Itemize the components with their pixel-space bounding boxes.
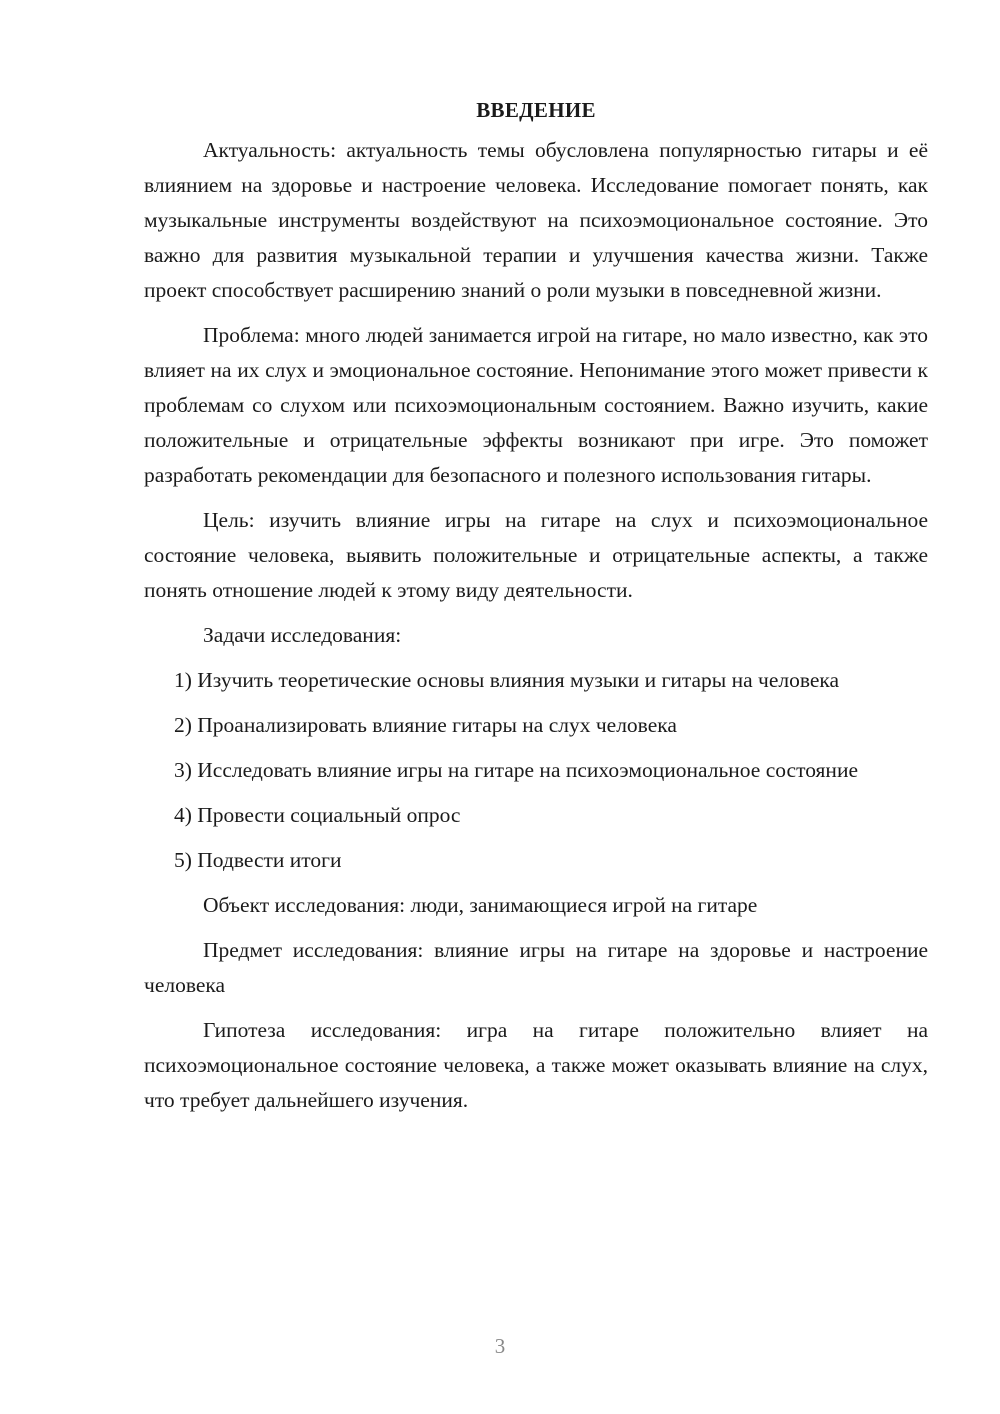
page-number: 3 xyxy=(494,1334,506,1358)
document-page xyxy=(144,92,928,1128)
relevance-paragraph: Актуальность: актуальность темы обусловлена популярностью гитары и её влиянием на здоровье и настроение человека. Исследование помогает понять, как музыкальные инструменты воздействуют на психоэмоциональное состояние. Это важно для развития музыкальной терапии и улучшения качества жизни. Также проект способствует расширению знаний о роли музыки в повседневной жизни. xyxy=(144,138,928,302)
problem-paragraph: Проблема: много людей занимается игрой на гитаре, но мало известно, как это влияет на их слух и эмоциональное состояние. Непонимание этого может привести к проблемам со слухом или психоэмоциональным состоянием. Важно изучить, какие положительные и отрицательные эффекты возникают при игре. Это поможет разработать рекомендации для безопасного и полезного использования гитары. xyxy=(144,323,928,487)
goal-paragraph: Цель: изучить влияние игры на гитаре на слух и психоэмоциональное состояние человека, выявить положительные и отрицательные аспекты, а также понять отношение людей к этому виду деятельности. xyxy=(144,508,928,602)
hypothesis-paragraph: Гипотеза исследования: игра на гитаре положительно влияет на психоэмоциональное состояние человека, а также может оказывать влияние на слух, что требует дальнейшего изучения. xyxy=(144,1018,928,1112)
subject-paragraph: Предмет исследования: влияние игры на гитаре на здоровье и настроение человека xyxy=(144,938,928,997)
task-item: 4) Провести социальный опрос xyxy=(174,803,461,827)
task-item: 1) Изучить теоретические основы влияния музыки и гитары на человека xyxy=(174,668,840,692)
task-item: 3) Исследовать влияние игры на гитаре на психоэмоциональное состояние xyxy=(174,758,858,782)
task-item: 2) Проанализировать влияние гитары на слух человека xyxy=(174,713,677,737)
tasks-heading: Задачи исследования: xyxy=(203,623,402,647)
page-title: ВВЕДЕНИЕ xyxy=(476,98,596,122)
task-item: 5) Подвести итоги xyxy=(174,848,342,872)
object-paragraph: Объект исследования: люди, занимающиеся игрой на гитаре xyxy=(203,893,758,917)
